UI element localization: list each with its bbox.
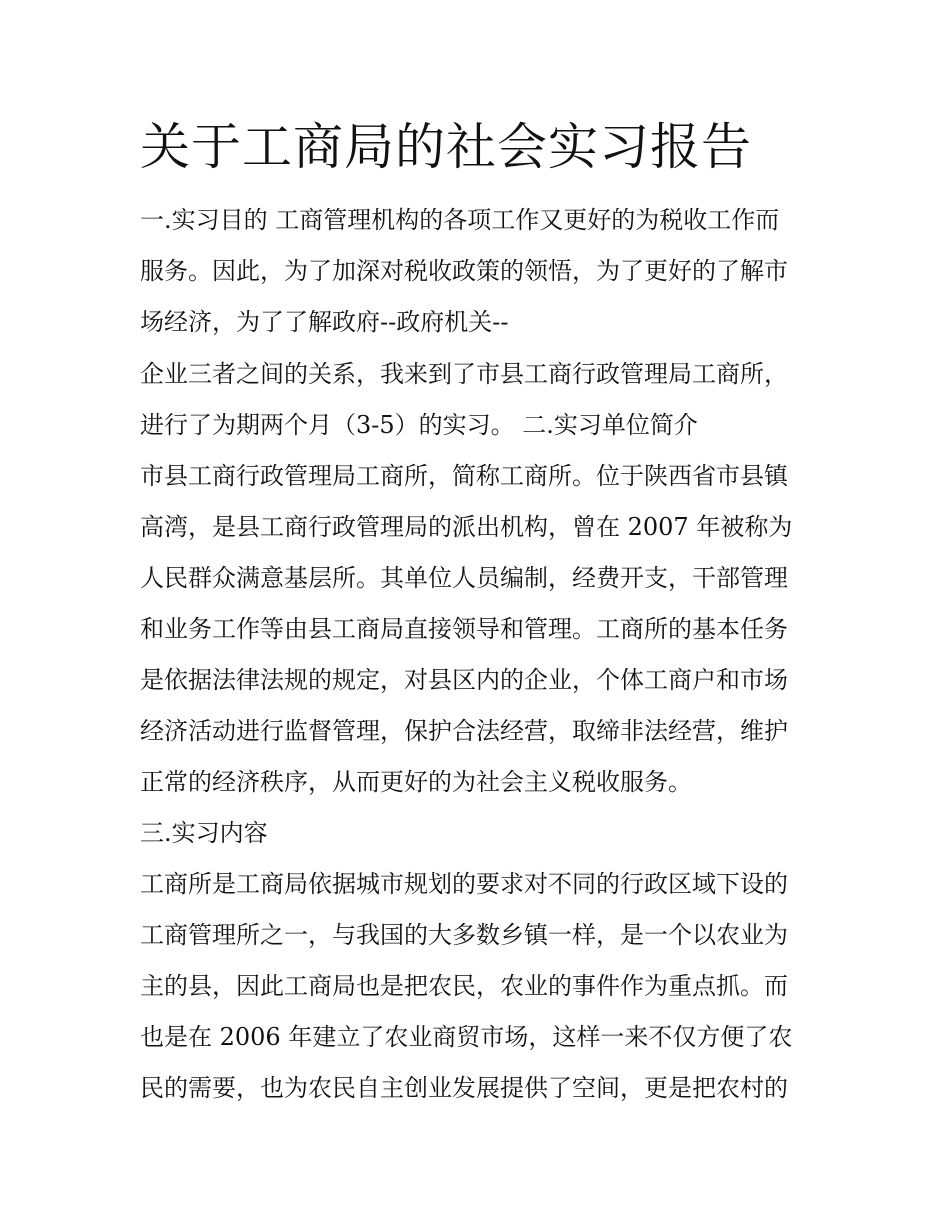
body-line: 一.实习目的 工商管理机构的各项工作又更好的为税收工作而: [140, 206, 780, 234]
body-line: 主的县，因此工商局也是把农民，农业的事件作为重点抓。而: [140, 972, 788, 1000]
body-line: 是依据法律法规的规定，对县区内的企业，个体工商户和市场: [140, 666, 788, 694]
body-line: 正常的经济秩序，从而更好的为社会主义税收服务。: [140, 768, 692, 796]
body-line: 也是在 2006 年建立了农业商贸市场，这样一来不仅方便了农: [140, 1023, 793, 1051]
document-title: 关于工商局的社会实习报告: [140, 118, 752, 176]
body-line: 市县工商行政管理局工商所，简称工商所。位于陕西省市县镇: [140, 462, 788, 490]
body-line: 场经济，为了了解政府--政府机关--: [140, 308, 509, 336]
body-line: 高湾，是县工商行政管理局的派出机构，曾在 2007 年被称为: [140, 513, 793, 541]
body-line: 和业务工作等由县工商局直接领导和管理。工商所的基本任务: [140, 615, 788, 643]
body-line: 工商管理所之一，与我国的大多数乡镇一样，是一个以农业为: [140, 921, 788, 949]
section-heading: 三.实习内容: [140, 819, 268, 847]
body-line: 工商所是工商局依据城市规划的要求对不同的行政区域下设的: [140, 870, 788, 898]
body-line: 人民群众满意基层所。其单位人员编制，经费开支，干部管理: [140, 564, 788, 592]
body-line: 民的需要，也为农民自主创业发展提供了空间，更是把农村的: [140, 1074, 788, 1102]
body-line: 进行了为期两个月（3-5）的实习。 二.实习单位简介: [140, 411, 698, 439]
body-line: 服务。因此，为了加深对税收政策的领悟，为了更好的了解市: [140, 257, 788, 285]
body-line: 企业三者之间的关系，我来到了市县工商行政管理局工商所，: [140, 360, 788, 388]
body-line: 经济活动进行监督管理，保护合法经营，取缔非法经营，维护: [140, 717, 788, 745]
